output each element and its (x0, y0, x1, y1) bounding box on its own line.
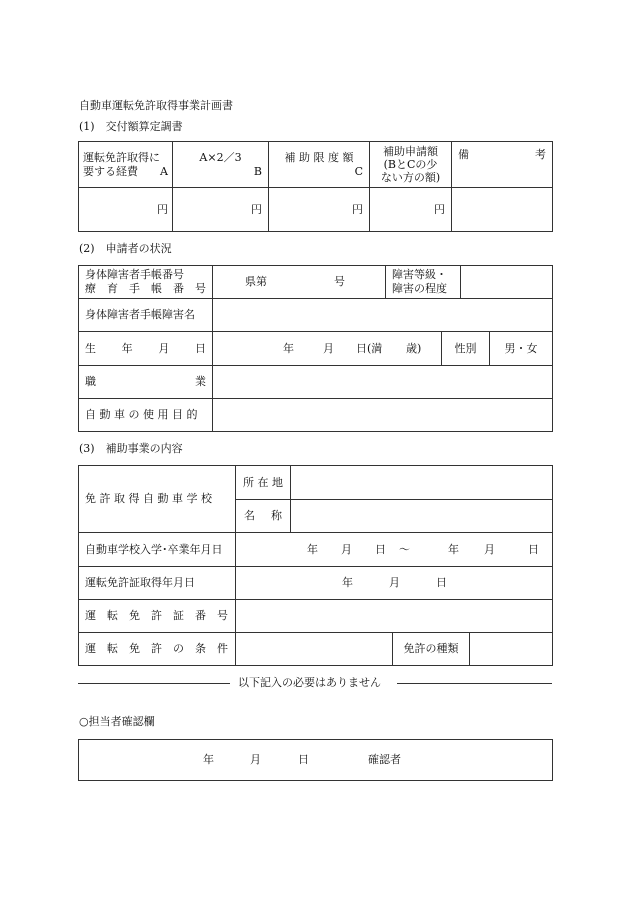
birthdate-label (79, 332, 213, 366)
school-name-label (236, 500, 291, 533)
officer-year-unit: 年 (203, 753, 214, 767)
header-limit (269, 142, 370, 188)
applicant-table (78, 265, 553, 332)
disability-grade-line1: 障害等級・ (392, 268, 447, 282)
occupation-char1: 職 (85, 375, 96, 389)
enroll-to-month-unit: 月 (484, 542, 495, 556)
license-number-field[interactable] (236, 600, 553, 633)
disability-grade-field[interactable] (461, 266, 553, 299)
header-two-thirds (173, 142, 269, 188)
yen-unit: 円 (251, 202, 262, 216)
project-table-2 (78, 532, 553, 666)
header-remarks (452, 142, 553, 188)
license-kind-label: 免許の種類 (393, 633, 470, 666)
applicant-table-2 (78, 331, 553, 366)
school-address-label: 所 在 地 (236, 466, 291, 500)
techo-number-line1: 身体障害者手帳番号 (85, 268, 184, 282)
yen-unit: 円 (434, 202, 445, 216)
document-title: 自動車運転免許取得事業計画書 (79, 99, 233, 112)
birthdate-char1: 生 (85, 341, 96, 355)
license-year-unit: 年 (342, 576, 353, 590)
no-entry-note: 以下記入の必要はありません (238, 676, 381, 689)
occupation-label (79, 366, 213, 399)
header-cost-line1: 運転免許取得に (83, 150, 160, 164)
birth-day-unit: 日(満 (356, 341, 383, 355)
header-request-line2: (BとCの少 (383, 157, 438, 171)
section-3-heading: (3) 補助事業の内容 (79, 442, 183, 455)
section-1-heading: (1) 交付額算定調書 (79, 120, 183, 133)
birth-month-unit: 月 (323, 341, 334, 355)
enrollment-label: 自動車学校入学･卒業年月日 (79, 533, 236, 567)
license-condition-field[interactable] (236, 633, 393, 666)
header-limit-label: 補 助 限 度 額 (284, 150, 354, 164)
remarks-field[interactable] (452, 188, 553, 232)
header-cost-mark: A (160, 164, 168, 178)
disability-name-field[interactable] (213, 299, 553, 332)
date-range-tilde: ～ (399, 542, 410, 556)
vehicle-purpose-field[interactable] (213, 399, 553, 432)
grant-calculation-table (78, 141, 553, 232)
sex-label: 性別 (442, 332, 490, 366)
license-date-field[interactable] (236, 567, 553, 600)
school-name-char1: 名 (244, 509, 255, 523)
techo-number-label (79, 266, 213, 299)
vehicle-purpose-label: 自 動 車 の 使 用 目 的 (79, 399, 213, 432)
header-request-line3: ない方の額) (380, 171, 441, 185)
school-name-field[interactable] (291, 500, 553, 533)
officer-confirmation-table (78, 739, 553, 781)
yen-unit: 円 (157, 202, 168, 216)
cost-amount-field[interactable] (79, 188, 173, 232)
header-two-thirds-formula: A×2／3 (199, 150, 242, 164)
enroll-from-year-unit: 年 (307, 542, 318, 556)
enroll-to-day-unit: 日 (528, 542, 539, 556)
applicant-table-3 (78, 365, 553, 432)
header-remarks-char2: 考 (535, 148, 546, 161)
limit-amount-field[interactable] (269, 188, 370, 232)
two-thirds-amount-field[interactable] (173, 188, 269, 232)
header-request (370, 142, 452, 188)
license-day-unit: 日 (436, 576, 447, 590)
disability-grade-label (386, 266, 461, 299)
age-unit: 歳) (406, 341, 422, 355)
driving-school-label: 免 許 取 得 自 動 車 学 校 (79, 466, 236, 533)
enroll-to-year-unit: 年 (448, 542, 459, 556)
disability-grade-line2: 障害の程度 (392, 282, 447, 295)
license-condition-label: 運 転 免 許 の 条 件 (79, 633, 236, 666)
techo-number-line2: 療 育 手 帳 番 号 (85, 282, 206, 295)
divider-left (78, 683, 230, 684)
school-address-field[interactable] (291, 466, 553, 500)
yen-unit: 円 (352, 202, 363, 216)
confirmer-label: 確認者 (368, 753, 401, 767)
enroll-from-day-unit: 日 (375, 542, 386, 556)
request-amount-field[interactable] (370, 188, 452, 232)
officer-confirmation-heading: ○担当者確認欄 (79, 715, 155, 728)
school-name-char2: 称 (271, 509, 282, 523)
occupation-field[interactable] (213, 366, 553, 399)
officer-day-unit: 日 (298, 753, 309, 767)
header-request-line1: 補助申請額 (383, 144, 438, 158)
sex-choice[interactable]: 男・女 (490, 332, 553, 366)
license-kind-field[interactable] (470, 633, 553, 666)
birthdate-field[interactable] (213, 332, 442, 366)
license-number-label: 運 転 免 許 証 番 号 (79, 600, 236, 633)
birthdate-char4: 日 (194, 341, 206, 355)
enroll-from-month-unit: 月 (341, 542, 352, 556)
enrollment-dates-field[interactable] (236, 533, 553, 567)
prefecture-label: 県第 (245, 275, 267, 289)
header-limit-mark: C (354, 164, 363, 178)
header-cost-line2: 要する経費 (83, 164, 138, 178)
license-month-unit: 月 (389, 576, 400, 590)
header-two-thirds-mark: B (253, 164, 262, 178)
header-remarks-char1: 備 (458, 148, 469, 161)
birthdate-char3: 月 (158, 341, 170, 355)
license-date-label: 運転免許証取得年月日 (79, 567, 236, 600)
techo-number-field[interactable] (213, 266, 386, 299)
section-2-heading: (2) 申請者の状況 (79, 242, 172, 255)
occupation-char2: 業 (195, 375, 206, 389)
divider-right (397, 683, 552, 684)
birthdate-char2: 年 (121, 341, 133, 355)
number-suffix-label: 号 (334, 275, 345, 289)
disability-name-label: 身体障害者手帳障害名 (79, 299, 213, 332)
officer-confirmation-field[interactable] (79, 740, 553, 781)
officer-month-unit: 月 (250, 753, 261, 767)
birth-year-unit: 年 (283, 341, 294, 355)
header-cost (79, 142, 173, 188)
project-table (78, 465, 553, 533)
